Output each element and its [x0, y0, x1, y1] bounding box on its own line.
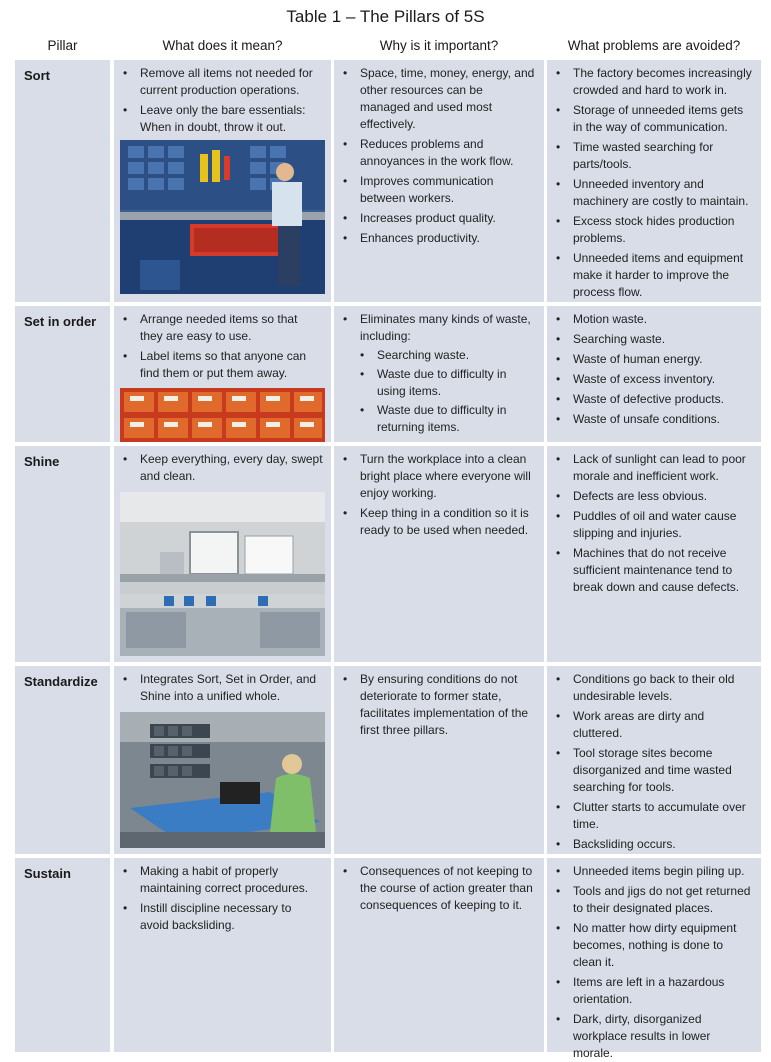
list-item: • Items are left in a hazardous orientation. — [547, 974, 753, 1008]
list-item: • Puddles of oil and water cause slipping and injuries. — [547, 508, 753, 542]
header-importance: Why is it important? — [379, 38, 499, 53]
list-item: • Clutter starts to accumulate over time. — [547, 799, 753, 833]
list-item: • No matter how dirty equipment becomes, nothing is done to clean it. — [547, 920, 753, 971]
list-item: • The factory becomes increasingly crowded and hard to work in. — [547, 65, 753, 99]
sub-list-item: • Waste due to difficulty in using items. — [360, 366, 536, 400]
problems-cell-shine — [547, 446, 761, 662]
list-item: • Remove all items not needed for current production operations. — [114, 65, 323, 99]
importance-cell-standardize — [334, 666, 544, 854]
list-item: • Storage of unneeded items gets in the way of communication. — [547, 102, 753, 136]
meaning-cell-sustain — [114, 858, 331, 1052]
list-item: • Time wasted searching for parts/tools. — [547, 139, 753, 173]
importance-cell-set-in-order — [334, 306, 544, 442]
meaning-cell-shine — [114, 446, 331, 662]
list-item: • Lack of sunlight can lead to poor morale and inefficient work. — [547, 451, 753, 485]
problems-cell-set-in-order — [547, 306, 761, 442]
pillar-cell-standardize — [15, 666, 110, 854]
list-item: • Arrange needed items so that they are easy to use. — [114, 311, 323, 345]
importance-cell-shine — [334, 446, 544, 662]
pillar-name: Sort — [24, 68, 50, 83]
standardized-workstation-photo — [120, 712, 325, 848]
list-item-text: Eliminates many kinds of waste, including: — [360, 312, 531, 343]
header-pillar: Pillar — [47, 38, 78, 53]
importance-cell-sustain — [334, 858, 544, 1052]
list-item: • Unneeded items and equipment make it harder to improve the process flow. — [547, 250, 753, 301]
table-title: Table 1 – The Pillars of 5S — [286, 7, 485, 26]
sub-list-item: • Searching waste. — [360, 347, 536, 364]
list-item: • Motion waste. — [547, 311, 753, 328]
list-item: • Backsliding occurs. — [547, 836, 753, 853]
list-item: • Waste of unsafe conditions. — [547, 411, 753, 428]
list-item: • Dark, dirty, disorganized workplace results in lower morale. — [547, 1011, 753, 1062]
list-item: • Searching waste. — [547, 331, 753, 348]
list-item: • By ensuring conditions do not deteriorate to former state, facilitates implementation of the first three pillars. — [334, 671, 536, 739]
clean-workshop-photo — [120, 492, 325, 656]
sort-workbench-photo — [120, 140, 325, 294]
problems-cell-sustain — [547, 858, 761, 1060]
pillar-name: Shine — [24, 454, 60, 469]
list-item: • Unneeded items begin piling up. — [547, 863, 753, 880]
list-item: • Conditions go back to their old undesirable levels. — [547, 671, 753, 705]
list-item: • Instill discipline necessary to avoid backsliding. — [114, 900, 323, 934]
list-item: • Improves communication between workers. — [334, 173, 536, 207]
list-item: • Unneeded inventory and machinery are costly to maintain. — [547, 176, 753, 210]
list-item: • Enhances productivity. — [334, 230, 536, 247]
importance-cell-sort — [334, 60, 544, 302]
list-item: • Waste of defective products. — [547, 391, 753, 408]
meaning-cell-standardize — [114, 666, 331, 854]
list-item: • Waste of excess inventory. — [547, 371, 753, 388]
list-item: • Increases product quality. — [334, 210, 536, 227]
list-item: • Work areas are dirty and cluttered. — [547, 708, 753, 742]
list-item: • Keep thing in a condition so it is ready to be used when needed. — [334, 505, 536, 539]
list-item: • Reduces problems and annoyances in the work flow. — [334, 136, 536, 170]
sub-list — [360, 347, 536, 436]
list-item: • Label items so that anyone can find them or put them away. — [114, 348, 323, 382]
problems-cell-standardize — [547, 666, 761, 854]
sub-list-item: • Waste due to difficulty in returning items. — [360, 402, 536, 436]
pillar-name: Set in order — [24, 314, 97, 329]
meaning-cell-set-in-order — [114, 306, 331, 442]
list-item — [334, 311, 536, 436]
list-item: • Space, time, money, energy, and other resources can be managed and used most effectively. — [334, 65, 536, 133]
list-item: • Keep everything, every day, swept and clean. — [114, 451, 323, 485]
header-meaning: What does it mean? — [162, 38, 283, 53]
list-item: • Machines that do not receive sufficient maintenance tend to break down and cause defects. — [547, 545, 753, 596]
list-item: • Tools and jigs do not get returned to their designated places. — [547, 883, 753, 917]
pillar-cell-sustain — [15, 858, 110, 1052]
list-item: • Defects are less obvious. — [547, 488, 753, 505]
labeled-bins-photo — [120, 388, 325, 442]
list-item: • Waste of human energy. — [547, 351, 753, 368]
list-item: • Making a habit of properly maintaining correct procedures. — [114, 863, 323, 897]
pillar-name: Standardize — [24, 674, 98, 689]
pillar-cell-shine — [15, 446, 110, 662]
list-item: • Turn the workplace into a clean bright place where everyone will enjoy working. — [334, 451, 536, 502]
pillar-cell-set-in-order — [15, 306, 110, 442]
list-item: • Leave only the bare essentials: When in doubt, throw it out. — [114, 102, 323, 136]
problems-cell-sort — [547, 60, 761, 302]
list-item: • Excess stock hides production problems. — [547, 213, 753, 247]
list-item: • Consequences of not keeping to the course of action greater than consequences of keeping to it. — [334, 863, 536, 914]
list-item: • Integrates Sort, Set in Order, and Shine into a unified whole. — [114, 671, 323, 705]
header-problems: What problems are avoided? — [567, 38, 741, 53]
pillar-cell-sort — [15, 60, 110, 302]
pillar-name: Sustain — [24, 866, 71, 881]
list-item: • Tool storage sites become disorganized and time wasted searching for tools. — [547, 745, 753, 796]
meaning-cell-sort — [114, 60, 331, 302]
